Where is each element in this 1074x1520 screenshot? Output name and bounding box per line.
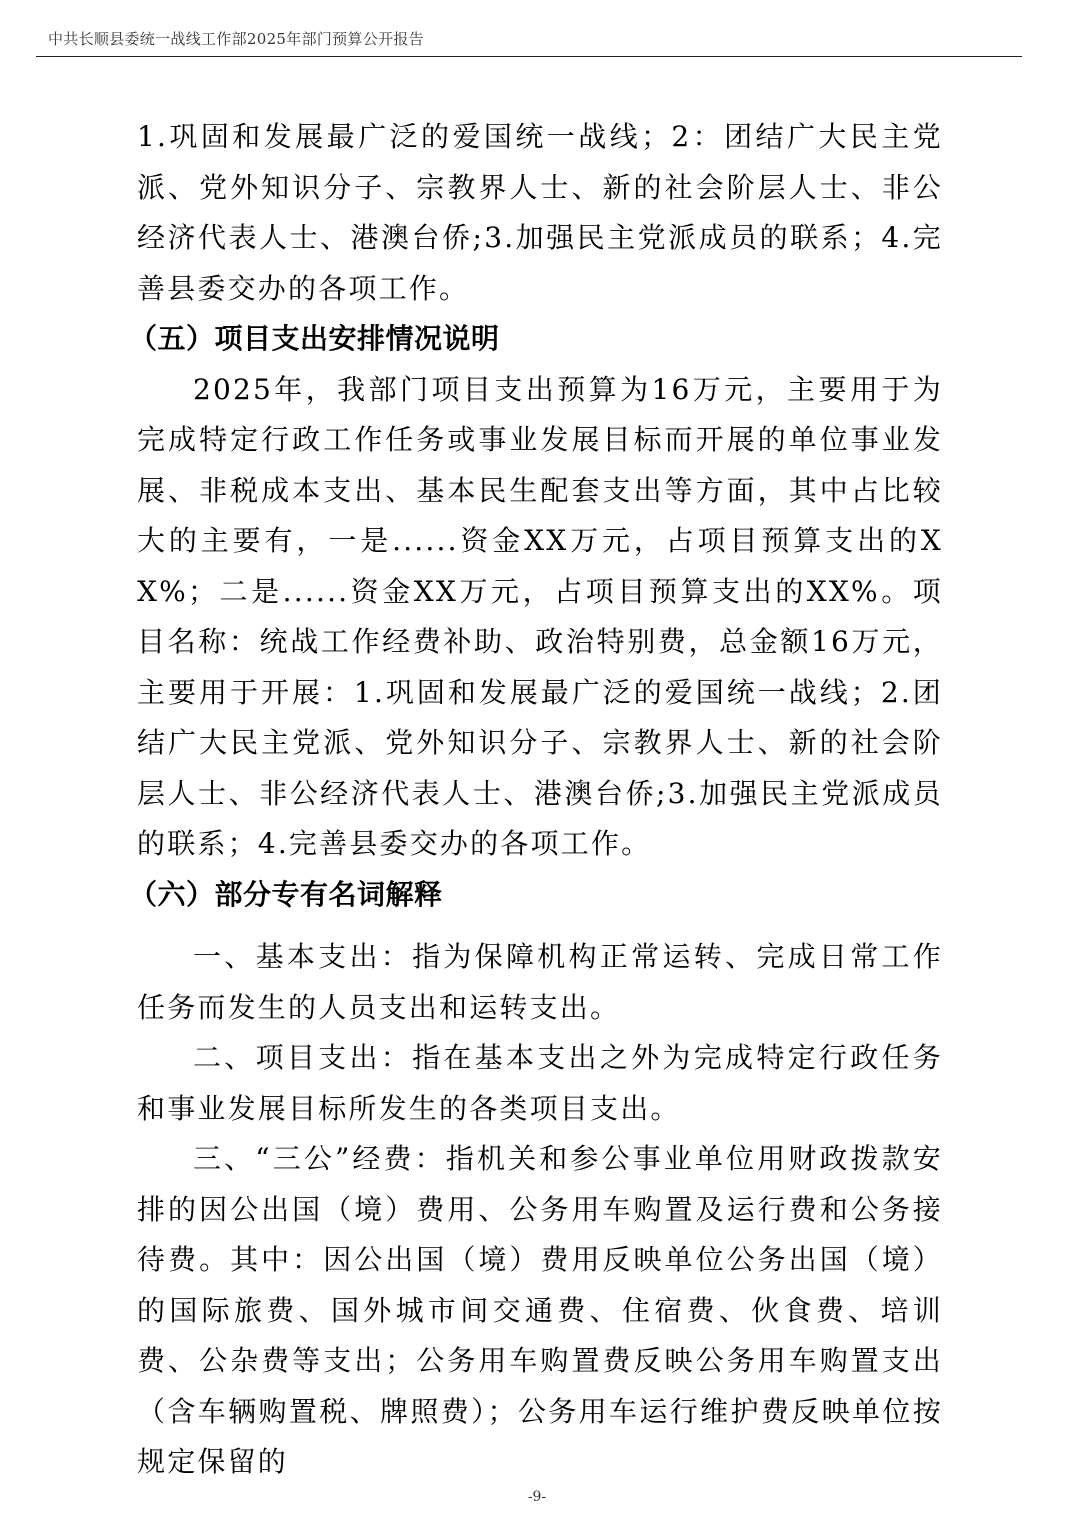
term-three-public-funds: 三、“三公”经费：指机关和参公事业单位用财政拨款安排的因公出国（境）费用、公务用车购置及运行费和公务接待费。其中：因公出国（境）费用反映单位公务出国（境）的国际旅费、国外城市间交通费、住宿费、伙食费、培训费、公杂费等支出；公务用车购置费反映公务用车购置支出（含车辆购置税、牌照费）；公务用车运行维护费反映单位按规定保留的 (137, 1142, 943, 1478)
section-heading-5: （五）项目支出安排情况说明 (129, 322, 500, 355)
paragraph-project-expenditure: 2025年，我部门项目支出预算为16万元，主要用于为完成特定行政工作任务或事业发展目标而开展的单位事业发展、非税成本支出、基本民生配套支出等方面，其中占比较大的主要有，一是......资金XX万元，占项目预算支出的XX%；二是......资金XX万元，占项目预算支出的XX%。项目名称：统战工作经费补助、政治特别费，总金额16万元，主要用于开展：1.巩固和发展最广泛的爱国统一战线；2.团结广大民主党派、党外知识分子、宗教界人士、新的社会阶层人士、非公经济代表人士、港澳台侨;3.加强民主党派成员的联系；4.完善县委交办的各项工作。 (137, 372, 943, 860)
header-title: 中共长顺县委统一战线工作部2025年部门预算公开报告 (48, 30, 424, 48)
page-header (36, 26, 1022, 57)
term-basic-expenditure: 一、基本支出：指为保障机构正常运转、完成日常工作任务而发生的人员支出和运转支出。 (137, 940, 943, 1024)
document-body (129, 112, 943, 1488)
term-project-expenditure: 二、项目支出：指在基本支出之外为完成特定行政任务和事业发展目标所发生的各类项目支出。 (137, 1041, 943, 1125)
paragraph-intro: 1.巩固和发展最广泛的爱国统一战线；2：团结广大民主党派、党外知识分子、宗教界人士、新的社会阶层人士、非公经济代表人士、港澳台侨;3.加强民主党派成员的联系；4.完善县委交办的各项工作。 (137, 120, 943, 305)
section-heading-6: （六）部分专有名词解释 (129, 877, 443, 911)
page-number: -9- (527, 1489, 547, 1505)
